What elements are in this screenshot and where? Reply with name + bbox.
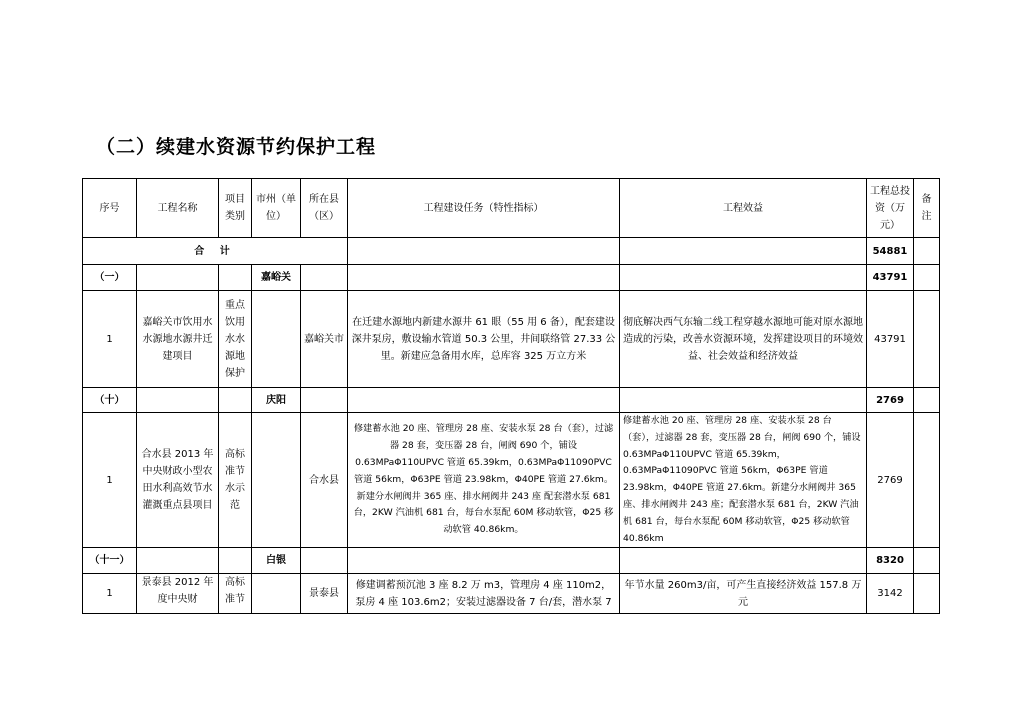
header-benefit: 工程效益 (620, 179, 867, 238)
empty-cell (348, 388, 620, 413)
empty-cell (252, 413, 301, 548)
empty-cell (620, 265, 867, 291)
group-city: 嘉峪关 (252, 265, 301, 291)
total-row (83, 238, 940, 265)
empty-cell (348, 548, 620, 574)
empty-cell (252, 574, 301, 614)
empty-cell (301, 388, 348, 413)
item-name: 嘉峪关市饮用水水源地水源井迁建项目 (137, 291, 219, 388)
item-no: 1 (83, 574, 137, 614)
group-investment: 8320 (867, 548, 914, 574)
item-investment: 3142 (867, 574, 914, 614)
group-investment: 2769 (867, 388, 914, 413)
table-row (83, 291, 940, 388)
empty-cell (620, 548, 867, 574)
empty-cell (914, 291, 940, 388)
header-investment: 工程总投资（万元） (867, 179, 914, 238)
group-row (83, 548, 940, 574)
total-label: 合 计 (83, 238, 348, 265)
item-investment: 2769 (867, 413, 914, 548)
item-benefit: 彻底解决西气东输二线工程穿越水源地可能对原水源地造成的污染，改善水资源环境，发挥建设项目的环境效益、社会效益和经济效益 (620, 291, 867, 388)
group-no: （十） (83, 388, 137, 413)
header-category: 项目类别 (219, 179, 252, 238)
group-row (83, 265, 940, 291)
item-category: 重点饮用水水源地保护 (219, 291, 252, 388)
header-tasks: 工程建设任务（特性指标） (348, 179, 620, 238)
item-county: 景泰县 (301, 574, 348, 614)
item-tasks: 修建蓄水池 20 座、管理房 28 座、安装水泵 28 台（套），过滤器 28 套，变压器 28 台，闸阀 690 个，铺设 0.63MPaΦ110UPVC 管道 65.39km，0.63MPaΦ11090PVC 管道 56km，Φ63PE 管道 23.98km，Φ40PE 管道 27.6km。新建分水闸阀井 365 座、排水闸阀井 243 座 配套潜水泵 681 台，2KW 汽油机 681 台，每台水泵配 60M 移动软管，Φ25 移动软管 40.86km。 (348, 413, 620, 548)
header-city: 市州（单位） (252, 179, 301, 238)
header-county: 所在县（区） (301, 179, 348, 238)
item-benefit: 年节水量 260m3/亩，可产生直接经济效益 157.8 万元 (620, 574, 867, 614)
empty-cell (301, 265, 348, 291)
empty-cell (137, 265, 219, 291)
table-row (83, 413, 940, 548)
header-no: 序号 (83, 179, 137, 238)
empty-cell (348, 238, 620, 265)
empty-cell (914, 574, 940, 614)
group-city: 庆阳 (252, 388, 301, 413)
empty-cell (137, 388, 219, 413)
item-tasks: 修建调蓄预沉池 3 座 8.2 万 m3，管理房 4 座 110m2，泵房 4 座 103.6m2；安装过滤器设备 7 台/套，潜水泵 7 (348, 574, 620, 614)
empty-cell (252, 291, 301, 388)
empty-cell (914, 265, 940, 291)
item-tasks: 在迁建水源地内新建水源井 61 眼（55 用 6 备），配套建设深井泵房，敷设输水管道 50.3 公里，井间联络管 27.33 公里。新建应急备用水库，总库容 325 万立方米 (348, 291, 620, 388)
total-investment: 54881 (867, 238, 914, 265)
item-no: 1 (83, 413, 137, 548)
empty-cell (914, 548, 940, 574)
empty-cell (219, 265, 252, 291)
empty-cell (620, 388, 867, 413)
group-no: （一） (83, 265, 137, 291)
empty-cell (620, 238, 867, 265)
group-investment: 43791 (867, 265, 914, 291)
page-title: （二）续建水资源节约保护工程 (96, 136, 377, 158)
empty-cell (219, 548, 252, 574)
group-no: （十一） (83, 548, 137, 574)
group-row (83, 388, 940, 413)
table-row (83, 574, 940, 614)
item-name: 景泰县 2012 年度中央财 (137, 574, 219, 614)
item-investment: 43791 (867, 291, 914, 388)
item-county: 嘉峪关市 (301, 291, 348, 388)
project-table (82, 178, 940, 614)
empty-cell (914, 388, 940, 413)
table-header-row (83, 179, 940, 238)
item-county: 合水县 (301, 413, 348, 548)
item-name: 合水县 2013 年中央财政小型农田水利高效节水灌溉重点县项目 (137, 413, 219, 548)
group-city: 白银 (252, 548, 301, 574)
item-category: 高标准节 (219, 574, 252, 614)
header-name: 工程名称 (137, 179, 219, 238)
empty-cell (914, 413, 940, 548)
item-benefit: 修建蓄水池 20 座、管理房 28 座、安装水泵 28 台（套），过滤器 28 套，变压器 28 台，闸阀 690 个，铺设 0.63MPaΦ110UPVC 管道 65.39km，0.63MPaΦ11090PVC 管道 56km，Φ63PE 管道 23.98km，Φ40PE 管道 27.6km。新建分水闸阀井 365 座、排水闸阀井 243 座；配套潜水泵 681 台，2KW 汽油机 681 台，每台水泵配 60M 移动软管，Φ25 移动软管 40.86km (620, 413, 867, 548)
empty-cell (348, 265, 620, 291)
item-category: 高标准节水示范 (219, 413, 252, 548)
item-no: 1 (83, 291, 137, 388)
empty-cell (914, 238, 940, 265)
empty-cell (301, 548, 348, 574)
header-remark: 备注 (914, 179, 940, 238)
empty-cell (137, 548, 219, 574)
empty-cell (219, 388, 252, 413)
